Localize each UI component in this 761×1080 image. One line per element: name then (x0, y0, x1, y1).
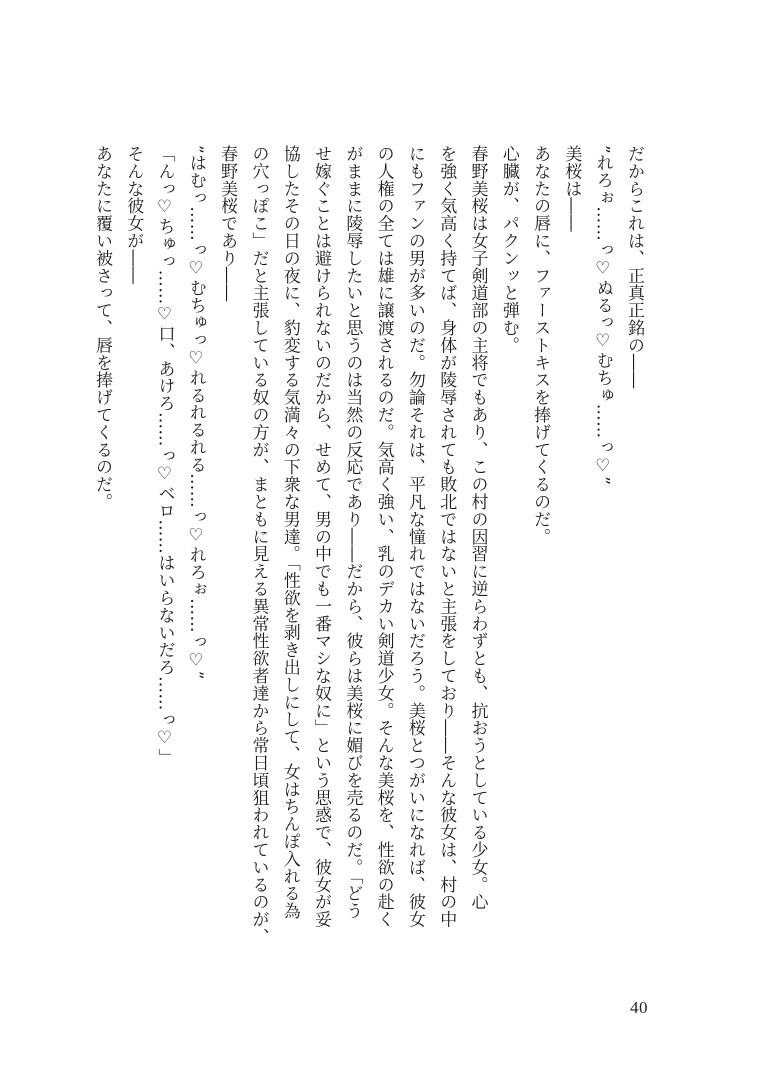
text-line: の人権の全ては雄に譲渡されるのだ。気高く強い、乳のデカい剣道少女。そんな美桜を、性欲の赴く (373, 145, 394, 928)
text-line: そんな彼女が―― (123, 145, 144, 285)
text-line: 春野美桜は女子剣道部の主将でもあり、この村の因習に逆らわずとも、抗おうとしている少女。心 (467, 145, 488, 911)
vertical-text-body (86, 145, 649, 985)
page-number: 40 (630, 998, 648, 1017)
text-line: せ嫁ぐことは避けられないのだから、せめて、男の中でも一番マシな奴に」という思惑で、彼女が妥 (311, 145, 332, 928)
text-line: 「んっ♡ちゅっ……♡口、あけろ……っ♡ベロ……はいらないだろ……っ♡」 (154, 145, 175, 766)
text-line: ”はむっ……っ♡むちゅっ♡れるれるれる……っ♡れろぉ……っ♡” (185, 145, 206, 680)
text-line: 協したその日の夜に、豹変する気満々の下衆な男達。「性欲を剥き出しにして、女はちんぽ入れる為 (279, 145, 300, 920)
text-line: 心臓が、パクンッと弾む。 (498, 145, 519, 354)
text-line: の穴っぽこ」だと主張している奴の方が、まともに見える異常性欲者達から常日頃狙われているのが、 (248, 145, 269, 946)
text-line: あなたに覆い被さって、唇を捧げてくるのだ。 (91, 145, 112, 511)
text-line: にもファンの男が多いのだ。勿論それは、平凡な憧れではないだろう。美桜とつがいになれば、彼女 (404, 145, 425, 928)
text-line: 美桜は―― (561, 145, 582, 232)
text-line: あなたの唇に、ファーストキスを捧げてくるのだ。 (530, 145, 551, 546)
text-line: だからこれは、正真正銘の―― (624, 145, 644, 389)
text-line: を強く気高く持てば、身体が陵辱されても敗北ではないと主張をしており――そんな彼女は、村の中 (436, 145, 457, 928)
text-line: 春野美桜であり―― (217, 145, 238, 302)
text-line: がままに陵辱したいと思うのは当然の反応であり――だから、彼らは美桜に媚びを売るのだ。「どう (342, 145, 363, 920)
text-line: ”れろぉ……っ♡ぬるっ♡むちゅ……っ♡” (592, 145, 613, 486)
